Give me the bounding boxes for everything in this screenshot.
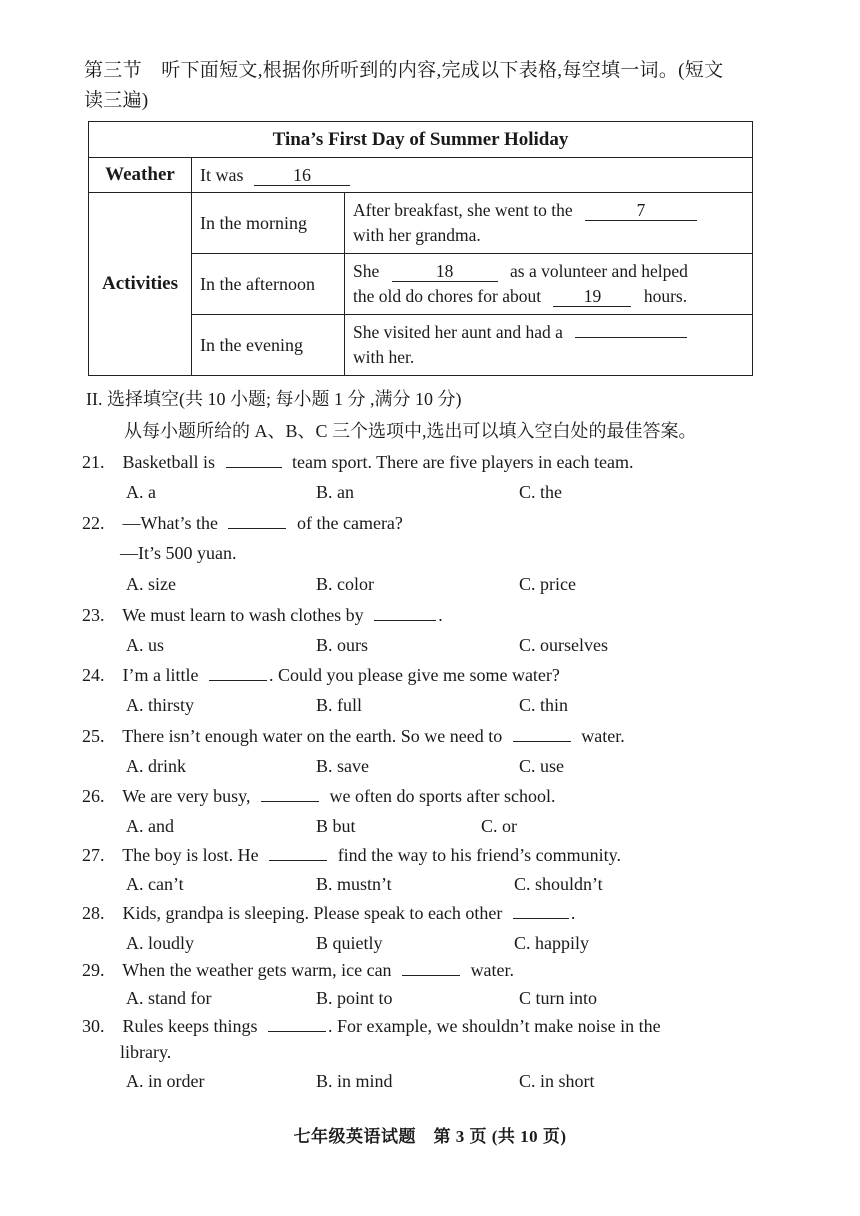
answer-line[interactable] — [268, 1015, 326, 1032]
question-stem: We must learn to wash clothes by — [122, 605, 364, 625]
question-number: 23. — [82, 605, 105, 625]
answer-line[interactable] — [269, 844, 327, 861]
option-b[interactable]: B. full — [316, 695, 363, 715]
answer-line[interactable] — [374, 604, 436, 621]
question-22 — [82, 509, 782, 537]
question-stem: Kids, grandpa is sleeping. Please speak to each other — [122, 903, 503, 923]
options-25 — [126, 752, 766, 780]
question-26 — [82, 782, 782, 810]
question-stem-end: of the camera? — [296, 513, 403, 533]
option-b[interactable]: B. in mind — [316, 1071, 393, 1091]
question-stem: Basketball is — [122, 452, 215, 472]
option-b[interactable]: B but — [316, 816, 356, 836]
question-number: 25. — [82, 726, 105, 746]
answer-blank-18[interactable]: 18 — [392, 261, 498, 282]
part2-heading: II. 选择填空(共 10 小题; 每小题 1 分 ,满分 10 分) — [86, 389, 462, 409]
question-27 — [82, 841, 782, 869]
answer-line[interactable] — [228, 512, 286, 529]
options-22 — [126, 570, 766, 598]
answer-line[interactable] — [226, 451, 282, 468]
activity-afternoon-text: She — [353, 261, 380, 281]
option-a[interactable]: A. and — [126, 816, 174, 836]
option-b[interactable]: B. ours — [316, 635, 369, 655]
options-29 — [126, 984, 766, 1012]
question-stem: We are very busy, — [122, 786, 251, 806]
option-c[interactable]: C. or — [481, 816, 517, 836]
activity-evening — [345, 315, 753, 376]
answer-blank-16[interactable]: 16 — [254, 165, 350, 186]
question-number: 26. — [82, 786, 105, 806]
question-23 — [82, 601, 782, 629]
activity-afternoon-text4: hours. — [643, 286, 688, 306]
question-stem-end: . — [438, 605, 443, 625]
question-30 — [82, 1012, 782, 1040]
question-stem: —What’s the — [122, 513, 218, 533]
question-stem: Rules keeps things — [122, 1016, 258, 1036]
answer-blank-20[interactable] — [575, 337, 687, 338]
option-c[interactable]: C turn into — [519, 988, 598, 1008]
weather-text: It was — [200, 164, 244, 185]
answer-line[interactable] — [209, 664, 267, 681]
question-21 — [82, 448, 782, 476]
answer-line[interactable] — [261, 785, 319, 802]
activities-label: Activities — [89, 193, 192, 376]
option-b[interactable]: B. color — [316, 574, 374, 594]
option-c[interactable]: C. in short — [519, 1071, 595, 1091]
option-a[interactable]: A. can’t — [126, 874, 184, 894]
weather-cell — [192, 158, 753, 193]
section-instructions-line2: 读三遍) — [84, 90, 149, 111]
answer-line[interactable] — [402, 959, 460, 976]
question-stem: When the weather gets warm, ice can — [122, 960, 392, 980]
options-28 — [126, 929, 766, 957]
question-number: 29. — [82, 960, 105, 980]
time-evening: In the evening — [192, 315, 345, 376]
option-b[interactable]: B. save — [316, 756, 369, 776]
time-morning: In the morning — [192, 193, 345, 254]
question-stem-end: team sport. There are five players in each team. — [292, 452, 634, 472]
section-instructions-line1: 第三节 听下面短文,根据你所听到的内容,完成以下表格,每空填一词。(短文 — [84, 60, 724, 81]
options-21 — [126, 478, 766, 506]
summer-holiday-table — [88, 121, 753, 376]
part2-instruction: 从每小题所给的 A、B、C 三个选项中,选出可以填入空白处的最佳答案。 — [124, 421, 697, 441]
option-b[interactable]: B. an — [316, 482, 354, 502]
option-c[interactable]: C. shouldn’t — [514, 874, 603, 894]
question-29 — [82, 956, 782, 984]
question-stem: The boy is lost. He — [122, 845, 259, 865]
question-stem: I’m a little — [122, 665, 199, 685]
question-number: 27. — [82, 845, 105, 865]
options-23 — [126, 631, 766, 659]
section-instructions — [84, 56, 804, 116]
option-a[interactable]: A. size — [126, 574, 176, 594]
options-27 — [126, 870, 766, 898]
activity-morning-text: After breakfast, she went to the — [353, 200, 573, 220]
question-stem-end: . — [570, 903, 576, 923]
option-b[interactable]: B. mustn’t — [316, 874, 392, 894]
question-22-reply: —It’s 500 yuan. — [120, 543, 237, 563]
question-stem-end: we often do sports after school. — [329, 786, 556, 806]
option-c[interactable]: C. use — [519, 756, 564, 776]
question-28 — [82, 899, 782, 927]
activity-afternoon-text3: the old do chores for about — [353, 286, 542, 306]
question-stem-end: find the way to his friend’s community. — [337, 845, 621, 865]
option-c[interactable]: C. the — [519, 482, 562, 502]
question-stem: There isn’t enough water on the earth. So we need to — [122, 726, 503, 746]
option-a[interactable]: A. a — [126, 482, 156, 502]
question-25 — [82, 722, 782, 750]
options-30 — [126, 1067, 766, 1095]
option-c[interactable]: C. price — [519, 574, 576, 594]
question-stem-end: water. — [470, 960, 515, 980]
question-24 — [82, 661, 782, 689]
answer-blank-17[interactable]: 7 — [585, 200, 697, 221]
options-26 — [126, 812, 766, 840]
answer-blank-19[interactable]: 19 — [553, 286, 631, 307]
question-stem-end: . For example, we shouldn’t make noise in the — [328, 1016, 661, 1036]
question-number: 21. — [82, 452, 105, 472]
question-number: 22. — [82, 513, 105, 533]
option-a[interactable]: A. us — [126, 635, 165, 655]
option-b[interactable]: B quietly — [316, 933, 383, 953]
page-footer: 七年级英语试题 第 3 页 (共 10 页) — [293, 1127, 567, 1146]
question-stem-end: water. — [581, 726, 625, 746]
activity-afternoon — [345, 254, 753, 315]
option-c[interactable]: C. happily — [514, 933, 589, 953]
option-a[interactable]: A. drink — [126, 756, 186, 776]
question-30-continued: library. — [120, 1042, 172, 1062]
activity-evening-text2: with her. — [353, 347, 415, 367]
options-24 — [126, 691, 766, 719]
question-number: 28. — [82, 903, 105, 923]
question-number: 30. — [82, 1016, 105, 1036]
time-afternoon: In the afternoon — [192, 254, 345, 315]
option-c[interactable]: C. ourselves — [519, 635, 608, 655]
option-b[interactable]: B. point to — [316, 988, 393, 1008]
option-a[interactable]: A. loudly — [126, 933, 195, 953]
option-a[interactable]: A. thirsty — [126, 695, 195, 715]
table-title: Tina’s First Day of Summer Holiday — [89, 122, 753, 158]
answer-line[interactable] — [513, 725, 571, 742]
option-a[interactable]: A. in order — [126, 1071, 205, 1091]
activity-morning — [345, 193, 753, 254]
answer-line[interactable] — [513, 902, 569, 919]
weather-label: Weather — [89, 158, 192, 193]
activity-evening-text: She visited her aunt and had a — [353, 322, 563, 342]
option-c[interactable]: C. thin — [519, 695, 569, 715]
activity-morning-text2: with her grandma. — [353, 225, 481, 245]
question-stem-end: . Could you please give me some water? — [268, 665, 560, 685]
question-number: 24. — [82, 665, 105, 685]
activity-afternoon-text2: as a volunteer and helped — [510, 261, 688, 281]
option-a[interactable]: A. stand for — [126, 988, 212, 1008]
